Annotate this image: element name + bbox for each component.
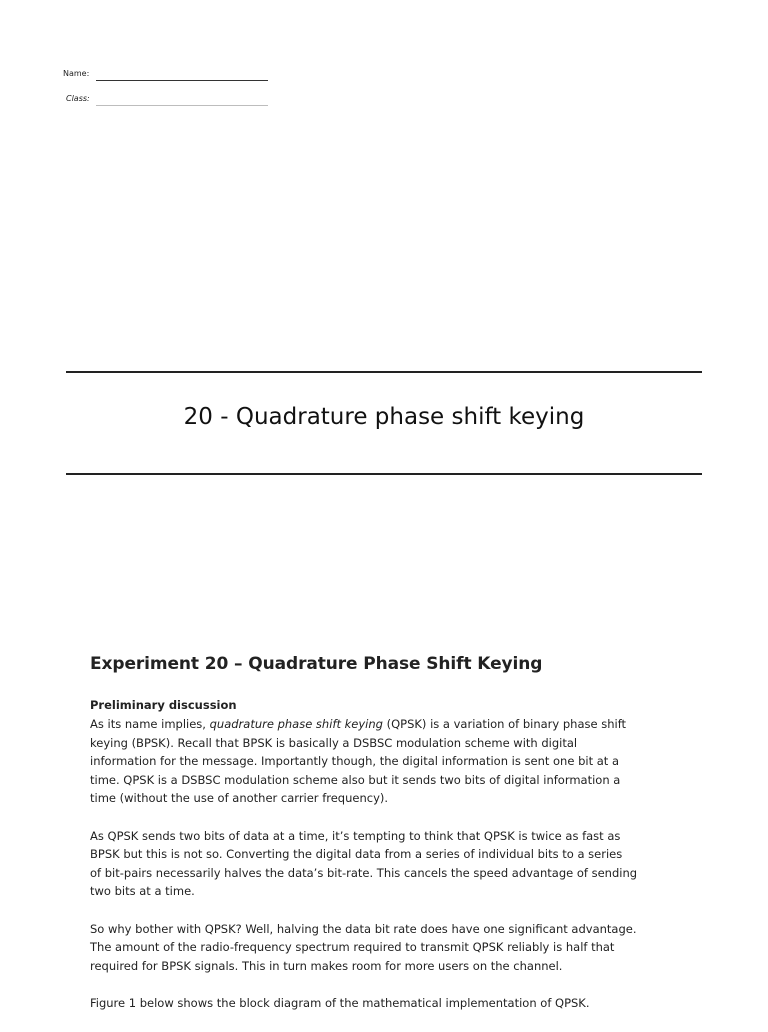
experiment-heading: Experiment 20 – Quadrature Phase Shift Keying: [90, 654, 543, 674]
paragraph-line: of bit-pairs necessarily halves the data’s bit-rate. This cancels the speed advantage of sending: [90, 865, 638, 880]
class-label: Class:: [66, 94, 90, 103]
document-title: 20 - Quadrature phase shift keying: [183, 404, 585, 430]
paragraph-line: keying (BPSK). Recall that BPSK is basically a DSBSC modulation scheme with digital: [90, 735, 578, 750]
paragraph-advantage: [90, 920, 710, 976]
paragraph-line: time (without the use of another carrier frequency).: [90, 791, 389, 805]
emphasized-term: quadrature phase shift keying: [209, 717, 383, 731]
preliminary-discussion-heading: Preliminary discussion: [90, 698, 237, 712]
paragraph-line: So why bother with QPSK? Well, halving the data bit rate does have one significant advantage.: [90, 921, 637, 936]
paragraph-line: information for the message. Importantly though, the digital information is sent one bit at a: [90, 754, 619, 768]
paragraph-bitrate: [90, 827, 710, 901]
class-input-line[interactable]: [96, 105, 268, 106]
paragraph-line: BPSK but this is not so. Converting the digital data from a series of individual bits to a series: [90, 847, 623, 861]
paragraph-line: two bits at a time.: [90, 884, 195, 898]
paragraph-line: As its name implies, quadrature phase shift keying (QPSK) is a variation of binary phase shift: [90, 717, 627, 731]
paragraph-line: The amount of the radio-frequency spectrum required to transmit QPSK reliably is half that: [90, 940, 615, 954]
experiment-excerpt: [90, 654, 710, 1032]
name-label: Name:: [63, 69, 90, 78]
title-rule-bottom: [66, 473, 702, 475]
paragraph-line: required for BPSK signals. This in turn makes room for more users on the channel.: [90, 958, 563, 973]
name-input-line[interactable]: [96, 80, 268, 81]
paragraph-line: Figure 1 below shows the block diagram of the mathematical implementation of QPSK.: [90, 996, 590, 1010]
paragraph-intro: [90, 715, 710, 808]
paragraph-figure-reference: [90, 994, 710, 1013]
paragraph-line: time. QPSK is a DSBSC modulation scheme also but it sends two bits of digital information a: [90, 772, 621, 787]
paragraph-line: As QPSK sends two bits of data at a time, it’s tempting to think that QPSK is twice as fast as: [90, 828, 621, 843]
title-rule-top: [66, 371, 702, 373]
